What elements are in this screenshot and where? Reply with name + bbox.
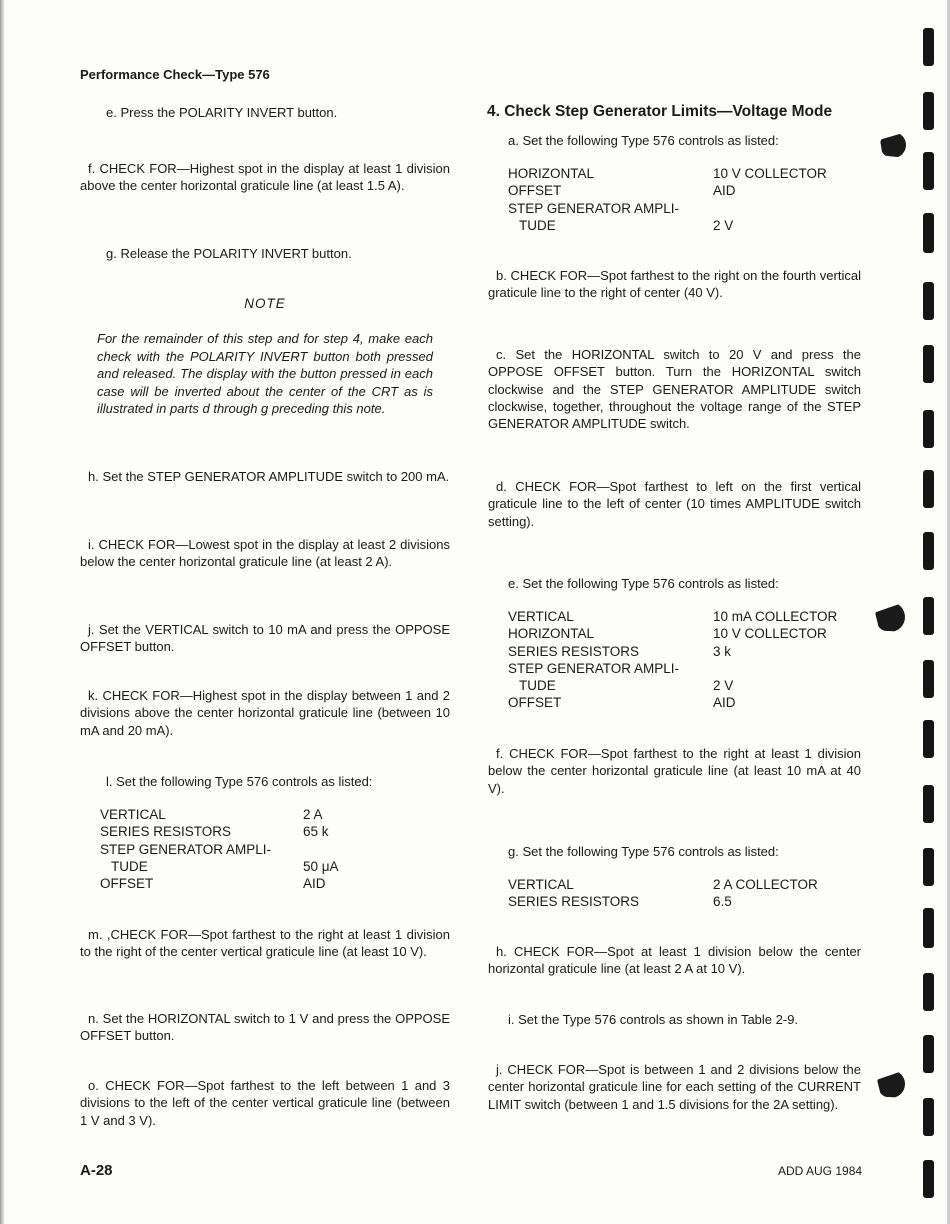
binder-hole xyxy=(923,908,934,948)
control-row xyxy=(100,858,440,875)
step-i-right: i. Set the Type 576 controls as shown in Table 2-9. xyxy=(508,1012,799,1027)
step-i-left: i. CHECK FOR—Lowest spot in the display at least 2 divisions below the center horizontal graticule line (at least 2 A). xyxy=(80,537,450,570)
control-value: 2 V xyxy=(713,678,734,694)
binder-clip-mark xyxy=(880,132,906,158)
step-f-right: f. CHECK FOR—Spot farthest to the right at least 1 division below the center horizontal graticule line (at least 10 mA at 40 V). xyxy=(488,746,861,796)
step-o-left: o. CHECK FOR—Spot farthest to the left between 1 and 3 divisions to the left of the center vertical graticule line (between 1 V and 3 V). xyxy=(80,1078,450,1128)
binder-hole xyxy=(923,532,934,570)
control-row xyxy=(100,841,440,858)
binder-hole xyxy=(923,92,934,130)
control-value: 2 A xyxy=(303,807,323,822)
control-value: 10 V COLLECTOR xyxy=(713,626,827,642)
revision-date: ADD AUG 1984 xyxy=(778,1164,863,1178)
control-name: VERTICAL xyxy=(508,609,574,624)
binder-hole xyxy=(923,785,934,823)
control-row xyxy=(508,165,858,182)
control-row xyxy=(508,643,858,660)
step-d-right: d. CHECK FOR—Spot farthest to left on the first vertical graticule line to the left of center (10 times AMPLITUDE switch setting). xyxy=(488,479,861,529)
step-k-left: k. CHECK FOR—Highest spot in the display between 1 and 2 divisions above the center horizontal graticule line (between 10 mA and 20 mA). xyxy=(80,688,450,738)
control-row xyxy=(508,660,858,677)
step-l-left: l. Set the following Type 576 controls as listed: xyxy=(106,774,373,789)
step-f-left: f. CHECK FOR—Highest spot in the display at least 1 division above the center horizontal graticule line (at least 1.5 A). xyxy=(80,161,450,194)
control-row xyxy=(508,876,858,893)
note-body: For the remainder of this step and for step 4, make each check with the POLARITY INVERT button both pressed and released. The display with the button pressed in each case will be inverted about the center of the CRT as is illustrated in parts d through g preceding this note. xyxy=(97,331,433,416)
binder-hole xyxy=(923,152,934,190)
control-name: VERTICAL xyxy=(508,877,574,892)
note-heading: NOTE xyxy=(244,296,286,311)
step-a-right: a. Set the following Type 576 controls as listed: xyxy=(508,133,779,148)
control-row xyxy=(508,893,858,910)
binder-hole xyxy=(923,28,934,66)
binder-hole xyxy=(923,282,934,320)
binder-hole xyxy=(923,720,934,758)
binder-hole xyxy=(923,1160,934,1198)
control-row xyxy=(100,823,440,840)
step-n-left: n. Set the HORIZONTAL switch to 1 V and press the OPPOSE OFFSET button. xyxy=(80,1011,450,1044)
control-row xyxy=(508,608,858,625)
control-name: SERIES RESISTORS xyxy=(508,643,640,659)
binder-hole xyxy=(923,973,934,1011)
step-h-left: h. Set the STEP GENERATOR AMPLITUDE switch to 200 mA. xyxy=(88,469,450,484)
control-value: AID xyxy=(303,876,326,892)
control-value: 3 k xyxy=(713,643,732,659)
control-value: AID xyxy=(713,695,736,711)
step-j-right: j. CHECK FOR—Spot is between 1 and 2 divisions below the center horizontal graticule line for each setting of the CURRENT LIMIT switch (between 1 and 1.5 divisions for the 2A setting). xyxy=(488,1062,861,1112)
step-g-left: g. Release the POLARITY INVERT button. xyxy=(106,246,352,261)
binder-hole xyxy=(923,848,934,886)
page-number: A-28 xyxy=(80,1162,113,1179)
step-c-right: c. Set the HORIZONTAL switch to 20 V and press the OPPOSE OFFSET button. Turn the HORIZONTAL switch clockwise and the STEP GENERATOR AMPLITUDE switch clockwise, together, throughout the voltage range of the STEP GENERATOR AMPLITUDE switch. xyxy=(488,347,861,432)
control-name: TUDE xyxy=(508,678,556,694)
binder-hole xyxy=(923,597,934,635)
control-value: 65 k xyxy=(303,824,329,840)
control-name: OFFSET xyxy=(100,876,154,892)
control-name: SERIES RESISTORS xyxy=(100,824,232,840)
controls-table-g xyxy=(508,876,858,911)
control-row xyxy=(508,200,858,217)
binder-hole xyxy=(923,660,934,698)
control-value: AID xyxy=(713,183,736,199)
binder-clip-mark xyxy=(877,1070,905,1098)
control-row xyxy=(508,625,858,642)
control-name: VERTICAL xyxy=(100,807,166,822)
control-row xyxy=(508,677,858,694)
control-value: 2 A COLLECTOR xyxy=(713,877,818,892)
running-header: Performance Check—Type 576 xyxy=(80,67,270,82)
control-row xyxy=(508,694,858,711)
controls-table-a xyxy=(508,165,858,234)
binder-clip-mark xyxy=(875,602,905,632)
controls-table-l xyxy=(100,806,440,892)
control-name: HORIZONTAL xyxy=(508,626,595,642)
binder-hole xyxy=(923,1035,934,1073)
control-row xyxy=(508,217,858,234)
control-value: 50 μA xyxy=(303,858,339,874)
control-value: 2 V xyxy=(713,217,734,233)
binder-hole xyxy=(923,345,934,383)
controls-table-e xyxy=(508,608,858,712)
control-name: TUDE xyxy=(100,858,148,874)
control-name: TUDE xyxy=(508,217,556,233)
step-b-right: b. CHECK FOR—Spot farthest to the right on the fourth vertical graticule line to the right of center (40 V). xyxy=(488,268,861,301)
control-name: SERIES RESISTORS xyxy=(508,894,640,910)
step-m-left: m. ,CHECK FOR—Spot farthest to the right at least 1 division to the right of the center vertical graticule line (at least 10 V). xyxy=(80,927,450,960)
control-name: OFFSET xyxy=(508,183,562,199)
control-row xyxy=(508,182,858,199)
control-name: STEP GENERATOR AMPLI- xyxy=(508,660,680,676)
binder-hole xyxy=(923,1098,934,1136)
control-name: HORIZONTAL xyxy=(508,166,595,181)
control-row xyxy=(100,806,440,823)
binder-hole xyxy=(923,213,934,253)
section-title: 4. Check Step Generator Limits—Voltage Mode xyxy=(487,103,833,120)
scan-left-edge xyxy=(0,0,5,1224)
step-e-right: e. Set the following Type 576 controls as listed: xyxy=(508,576,779,591)
control-name: STEP GENERATOR AMPLI- xyxy=(508,200,680,216)
binder-hole xyxy=(923,470,934,508)
control-value: 10 mA COLLECTOR xyxy=(713,609,838,624)
step-g-right: g. Set the following Type 576 controls as listed: xyxy=(508,844,779,859)
control-name: STEP GENERATOR AMPLI- xyxy=(100,841,272,857)
binder-hole xyxy=(923,410,934,448)
step-j-left: j. Set the VERTICAL switch to 10 mA and press the OPPOSE OFFSET button. xyxy=(80,622,450,655)
step-e-left: e. Press the POLARITY INVERT button. xyxy=(106,105,338,120)
control-row xyxy=(100,875,440,892)
control-name: OFFSET xyxy=(508,695,562,711)
control-value: 10 V COLLECTOR xyxy=(713,166,827,181)
step-h-right: h. CHECK FOR—Spot at least 1 division below the center horizontal graticule line (at least 2 A at 10 V). xyxy=(488,944,861,977)
control-value: 6.5 xyxy=(713,894,732,910)
